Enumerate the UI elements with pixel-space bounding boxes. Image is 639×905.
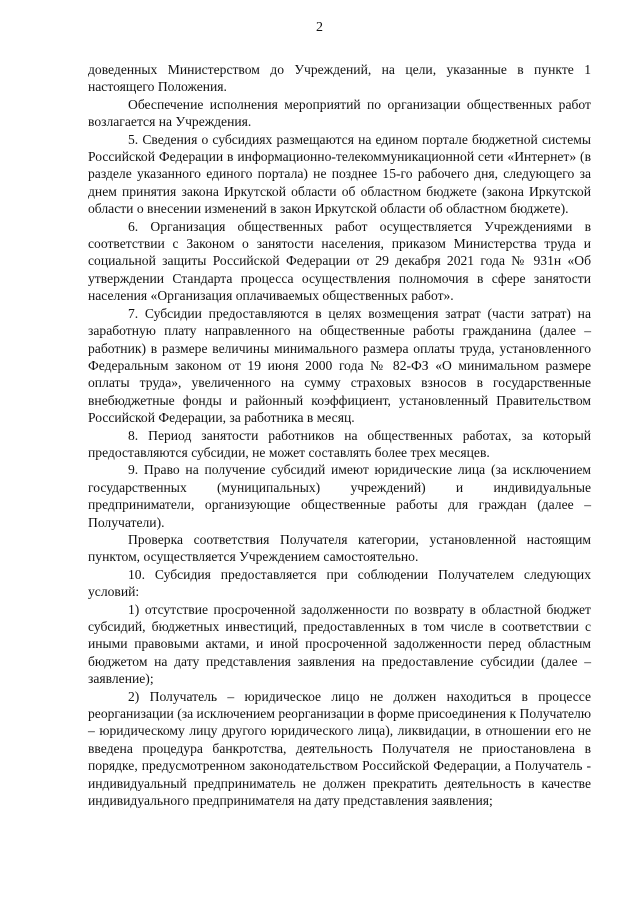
paragraph-condition-1: 1) отсутствие просроченной задолженности по возврату в областной бюджет субсидий, бюджетных инвестиций, предоставленных в том числе в соответствии с иными правовыми актами, и иной просроченной задолженности перед областным бюджетом на дату представления заявления на предоставление субсидии (далее – заявление); <box>88 601 591 687</box>
paragraph-item-7: 7. Субсидии предоставляются в целях возмещения затрат (части затрат) на заработную плату направленного на общественные работы гражданина (далее – работник) в размере величины минимального размера оплаты труда, установленного Федеральным законом от 19 июня 2000 года № 82-ФЗ «О минимальном размере оплаты труда», увеличенного на сумму страховых взносов в государственные внебюджетные фонды и районный коэффициент, установленный Правительством Российской Федерации, за работника в месяц. <box>88 305 591 426</box>
paragraph-continuation: доведенных Министерством до Учреждений, на цели, указанные в пункте 1 настоящего Положения. <box>88 62 591 95</box>
paragraph-responsibility: Обеспечение исполнения мероприятий по организации общественных работ возлагается на Учреждения. <box>88 96 591 130</box>
paragraph-item-6: 6. Организация общественных работ осуществляется Учреждениями в соответствии с Законом о занятости населения, приказом Министерства труда и социальной защиты Российской Федерации от 29 декабря 2021 года № 931н «Об утверждении Стандарта процесса осуществления полномочия в сфере занятости населения «Организация оплачиваемых общественных работ». <box>88 218 591 304</box>
paragraph-condition-2: 2) Получатель – юридическое лицо не должен находиться в процессе реорганизации (за исключением реорганизации в форме присоединения к Получателю – юридическому лицу другого юридического лица), ликвидации, в отношении его не введена процедура банкротства, деятельность Получателя не приостановлена в порядке, предусмотренном законодательством Российской Федерации, а Получатель - индивидуальный предприниматель не должен прекратить деятельность в качестве индивидуального предпринимателя на дату представления заявления; <box>88 688 591 809</box>
paragraph-item-9: 9. Право на получение субсидий имеют юридические лица (за исключением государственных (муниципальных) учреждений) и индивидуальные предприниматели, организующие общественные работы для граждан (далее – Получатели). <box>88 462 591 530</box>
paragraph-verification: Проверка соответствия Получателя категории, установленной настоящим пунктом, осуществляется Учреждением самостоятельно. <box>88 531 591 565</box>
document-body <box>88 61 591 809</box>
paragraph-item-8: 8. Период занятости работников на общественных работах, за который предоставляются субсидии, не может составлять более трех месяцев. <box>88 427 591 460</box>
page-number: 2 <box>316 20 323 35</box>
paragraph-item-5: 5. Сведения о субсидиях размещаются на едином портале бюджетной системы Российской Федерации в информационно-телекоммуникационной сети «Интернет» (в разделе указанного единого портала) не позднее 15-го рабочего дня, следующего за днем принятия закона Иркутской области об областном бюджете (закона Иркутской области о внесении изменений в закон Иркутской области об областном бюджете). <box>88 131 591 217</box>
paragraph-item-10: 10. Субсидия предоставляется при соблюдении Получателем следующих условий: <box>88 566 591 600</box>
